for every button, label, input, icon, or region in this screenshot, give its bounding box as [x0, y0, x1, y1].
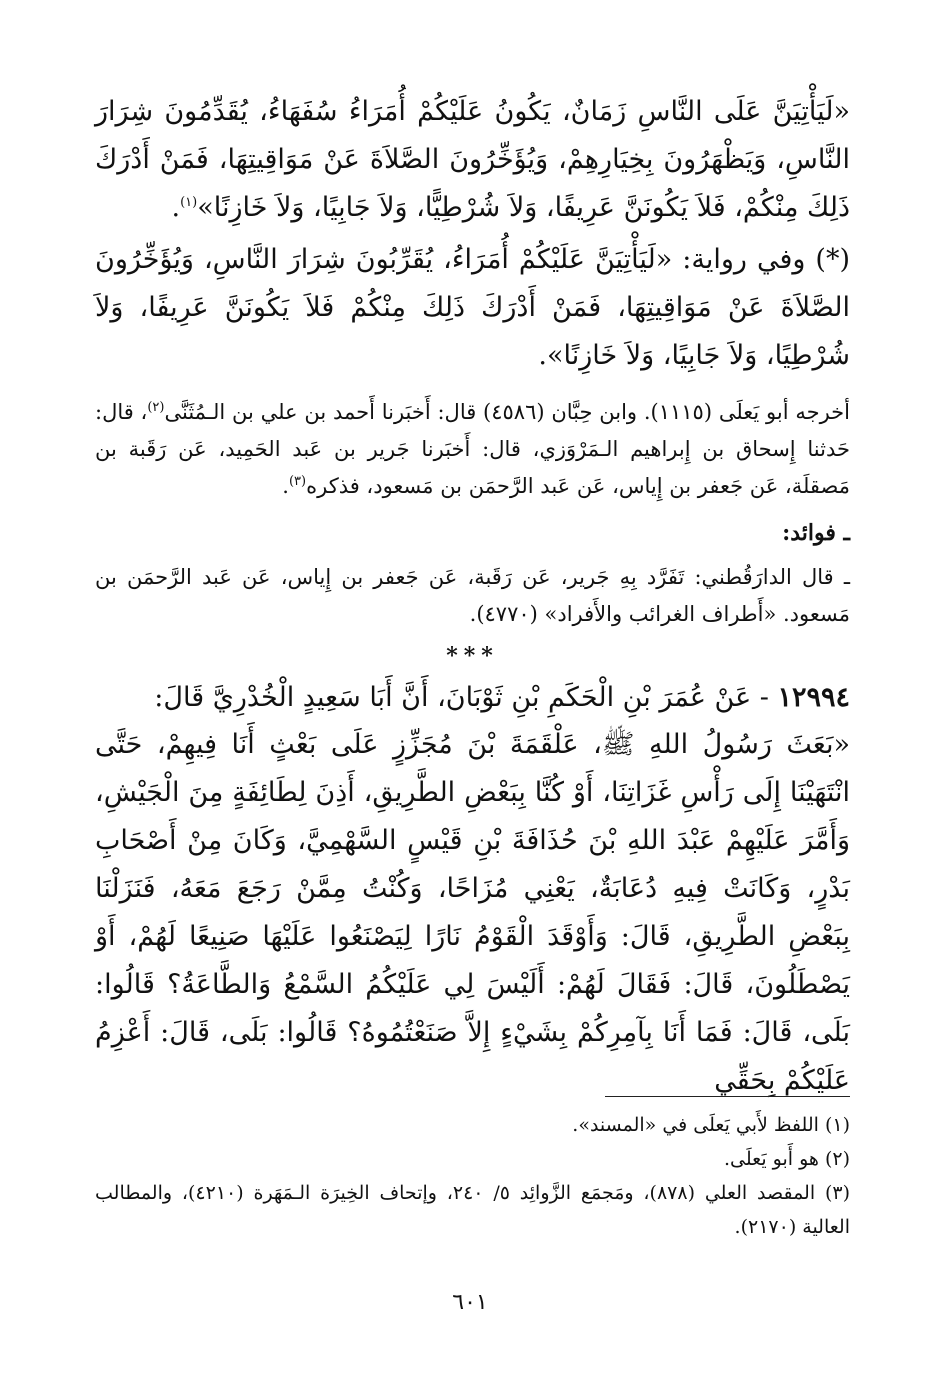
fawaid-text: ـ قال الدارَقُطني: تَفَرَّد بِهِ جَرير، عَن رَقَبة، عَن جَعفر بن إِياس، عَن عَبد الرَّحمَن بن مَسعود. «أَطراف الغرائب والأَفراد» (٤٧٧٠).: [95, 565, 850, 626]
hadith-heading: [95, 675, 850, 721]
hadith-number: ١٢٩٩٤: [777, 682, 850, 713]
footnotes: [95, 1108, 850, 1244]
riwaya-text: «لَيَأْتِيَنَّ عَلَيْكُمْ أُمَرَاءُ، يُقَرِّبُونَ شِرَارَ النَّاسِ، وَيُؤَخِّرُونَ الصَّلاَةَ عَنْ مَوَاقِيتِهَا، فَمَنْ أَدْرَكَ ذَلِكَ مِنْكُمْ فَلاَ يَكُونَنَّ عَرِيفًا، وَلاَ شُرْطِيًا، وَلاَ جَابِيًا، وَلاَ خَازِنًا».: [95, 244, 850, 371]
hadith-text: «لَيَأْتِيَنَّ عَلَى النَّاسِ زَمَانٌ، يَكُونُ عَلَيْكُمْ أُمَرَاءُ سُفَهَاءُ، يُقَدِّمُونَ شِرَارَ النَّاسِ، وَيَظْهَرُونَ بِخِيَارِهِمْ، وَيُؤَخِّرُونَ الصَّلاَةَ عَنْ مَوَاقِيتِهَا، فَمَنْ أَدْرَكَ ذَلِكَ مِنْكُمْ، فَلاَ يَكُونَنَّ عَرِيفًا، وَلاَ شُرْطِيًّا، وَلاَ جَابِيًا، وَلاَ خَازِنًا»$^{(١)}$.: [95, 96, 850, 223]
footnote-ref: (١): [180, 195, 198, 210]
riwaya-mark: (*): [815, 244, 850, 275]
dash: -: [751, 682, 778, 713]
footnote-divider: [605, 1096, 850, 1097]
footnote-2: (٢) هو أَبو يَعلَى.: [723, 1148, 850, 1170]
matn-text: «لَيَأْتِيَنَّ عَلَى النَّاسِ زَمَانٌ، يَكُونُ عَلَيْكُمْ أُمَرَاءُ سُفَهَاءُ، يُقَدِّمُونَ شِرَارَ النَّاسِ، وَيَظْهَرُونَ بِخِيَارِهِمْ، وَيُؤَخِّرُونَ الصَّلاَةَ عَنْ مَوَاقِيتِهَا، فَمَنْ أَدْرَكَ ذَلِكَ مِنْكُمْ، فَلاَ يَكُونَنَّ عَرِيفًا، وَلاَ شُرْطِيًّا، وَلاَ جَابِيًا، وَلاَ خَازِنًا»: [95, 96, 850, 223]
footnote-1: (١) اللفظ لأَبي يَعلَى في «المسند».: [572, 1114, 850, 1136]
footnote-ref: (٣): [288, 474, 307, 489]
hadith-matn: «بَعَثَ رَسُولُ اللهِ ﷺ، عَلْقَمَةَ بْنَ مُجَزِّزٍ عَلَى بَعْثٍ أَنَا فِيهِمْ، حَتَّى انْتَهَيْنَا إِلَى رَأْسِ غَزَاتِنَا، أَوْ كُنَّا بِبَعْضِ الطَّرِيقِ، أَذِنَ لِطَائِفَةٍ مِنَ الْجَيْشِ، وَأَمَّرَ عَلَيْهِمْ عَبْدَ اللهِ بْنَ حُذَافَةَ بْنِ قَيْسٍ السَّهْمِيَّ، وَكَانَ مِنْ أَصْحَابِ بَدْرٍ، وَكَانَتْ فِيهِ دُعَابَةٌ، يَعْنِي مُزَاحًا، وَكُنْتُ مِمَّنْ رَجَعَ مَعَهُ، فَنَزَلْنَا بِبَعْضِ الطَّرِيقِ، قَالَ: وَأَوْقَدَ الْقَوْمُ نَارًا لِيَصْنَعُوا عَلَيْهَا صَنِيعًا لَهُمْ، أَوْ يَصْطَلُونَ، قَالَ: فَقَالَ لَهُمْ: أَلَيْسَ لِي عَلَيْكُمُ السَّمْعُ وَالطَّاعَةُ؟ قَالُوا: بَلَى، قَالَ: فَمَا أَنَا بِآمِرِكُمْ بِشَيْءٍ إِلاَّ صَنَعْتُمُوهُ؟ قَالُوا: بَلَى، قَالَ: أَعْزِمُ عَلَيْكُمْ بِحَقِّي: [95, 729, 850, 1096]
section-separator: ***: [446, 643, 499, 669]
footnote-3: (٣) المقصد العلي (٨٧٨)، ومَجمَع الزَّوائِد ٥/ ٢٤٠، وإتحاف الخِيرَة الـمَهَرة (٤٢١٠)، والمطالب العالية (٢١٧٠).: [95, 1182, 850, 1238]
riwaya-paragraph: [95, 236, 850, 380]
hadith-isnad: عَنْ عُمَرَ بْنِ الْحَكَمِ بْنِ ثَوْبَانَ، أَنَّ أَبَا سَعِيدٍ الْخُدْرِيَّ قَالَ:: [154, 682, 752, 713]
riwaya-intro: وفي رواية:: [672, 244, 806, 275]
takhrij-text: ، قال: حَدثنا إِسحاق بن إِبراهيم الـمَرْوَزي، قال: أَخبَرنا جَرير بن عَبد الحَمِيد، عَن رَقَبة بن مَصقلَة، عَن جَعفر بن إِياس، عَن عَبد الرَّحمَن بن مَسعود، فذكره: [95, 400, 850, 498]
takhrij-end: .: [282, 474, 289, 498]
takhrij-paragraph: [95, 394, 850, 505]
footnote-ref: (٢): [147, 400, 165, 415]
page-number: ٦٠١: [452, 1290, 488, 1315]
takhrij-text: أخرجه أبو يَعلَى (١١١٥). وابن حِبَّان (٤٥٨٦) قال: أَخبَرنا أَحمد بن علي بن الـمُثَنَّى: [164, 400, 850, 424]
main-text: [95, 88, 850, 1105]
fawaid-heading: ـ فوائد:: [782, 520, 850, 546]
